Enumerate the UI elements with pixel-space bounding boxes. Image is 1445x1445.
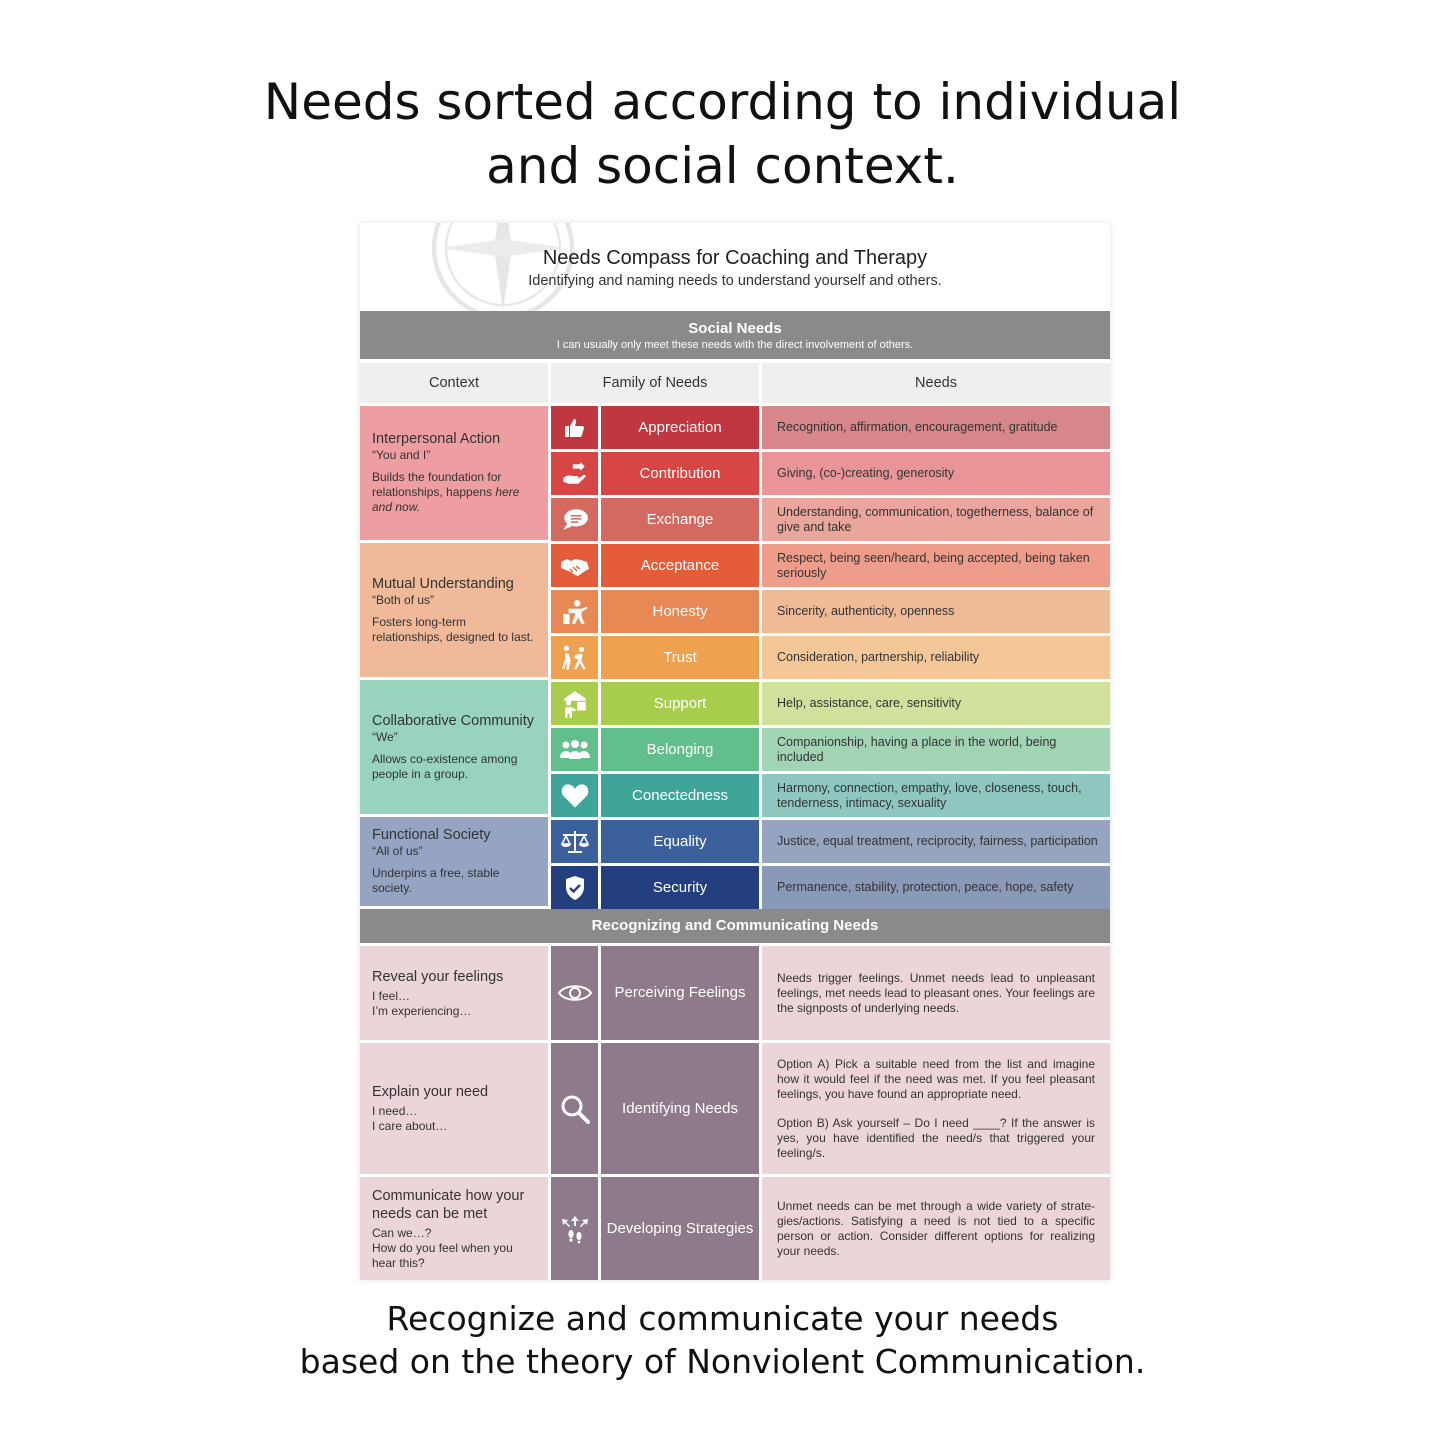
needs-contribution: Giving, (co-)creating, generosity [762, 452, 1110, 495]
developing-strategies-text: Unmet needs can be met through a wide variety of strate-gies/actions. Satisfying a need is not tied to a specific person or action. Consider different options for realizing your needs. [762, 1177, 1110, 1280]
trust-fall-icon [551, 636, 598, 679]
needs-belonging: Companionship, having a place in the world, being included [762, 728, 1110, 771]
context-title: Interpersonal Action [372, 431, 501, 447]
reveal-feelings-context [360, 946, 548, 1040]
family-perceiving-feelings: Perceiving Feelings [601, 946, 759, 1040]
scales-icon [551, 820, 598, 863]
social-needs-subtitle: I can usually only meet these needs with the direct involvement of others. [556, 339, 914, 351]
family-belonging: Belonging [601, 728, 759, 771]
needs-honesty: Sincerity, authenticity, openness [762, 590, 1110, 633]
context-mutual-understanding [360, 543, 548, 677]
needs-appreciation: Recognition, affirmation, encouragement, gratitude [762, 406, 1110, 449]
explain-need-context [360, 1043, 548, 1174]
family-conectedness: Conectedness [601, 774, 759, 817]
footer-caption [0, 1297, 1445, 1383]
footsteps-arrows-icon [551, 1177, 598, 1280]
rec-context-prompts: Can we…? How do you feel when you hear this? [372, 1225, 513, 1270]
family-acceptance: Acceptance [601, 544, 759, 587]
helping-person-icon [551, 682, 598, 725]
context-description: Allows co-existence among people in a group. [372, 751, 518, 781]
headline-line-1: Needs sorted according to individual [263, 73, 1182, 131]
heart-icon [551, 774, 598, 817]
context-functional-society [360, 817, 548, 906]
footer-line-2: based on the theory of Nonviolent Communication. [299, 1342, 1146, 1381]
needs-conectedness: Harmony, connection, empathy, love, closeness, touch, tenderness, intimacy, sexuality [762, 774, 1110, 817]
header-context: Context [360, 363, 548, 403]
needs-support: Help, assistance, care, sensitivity [762, 682, 1110, 725]
family-equality: Equality [601, 820, 759, 863]
group-icon [551, 728, 598, 771]
perceiving-feelings-text: Needs trigger feelings. Unmet needs lead to unpleasant feelings, met needs lead to pleasant ones. Your feelings are the signposts of underlying needs. [762, 946, 1110, 1040]
pointing-person-icon [551, 590, 598, 633]
recognizing-band: Recognizing and Communicating Needs [360, 909, 1110, 943]
family-support: Support [601, 682, 759, 725]
family-contribution: Contribution [601, 452, 759, 495]
needs-exchange: Understanding, communication, togetherness, balance of give and take [762, 498, 1110, 541]
speech-bubble-icon [551, 498, 598, 541]
family-exchange: Exchange [601, 498, 759, 541]
rec-context-title: Communicate how your needs can be met [372, 1187, 525, 1222]
context-quote: “We” [372, 729, 398, 744]
social-needs-band [360, 311, 1110, 359]
family-honesty: Honesty [601, 590, 759, 633]
family-appreciation: Appreciation [601, 406, 759, 449]
needs-security: Permanence, stability, protection, peace, hope, safety [762, 866, 1110, 909]
thumbs-up-icon [551, 406, 598, 449]
magnifier-icon [551, 1043, 598, 1174]
context-quote: “All of us” [372, 844, 423, 858]
headline-line-2: and social context. [486, 137, 959, 195]
shield-icon [551, 866, 598, 909]
header-family: Family of Needs [551, 363, 759, 403]
family-trust: Trust [601, 636, 759, 679]
footer-line-1: Recognize and communicate your needs [386, 1299, 1059, 1338]
context-collaborative-community [360, 680, 548, 814]
family-security: Security [601, 866, 759, 909]
context-title: Collaborative Community [372, 712, 534, 729]
context-interpersonal-action [360, 406, 548, 540]
context-description: Fosters long-term relationships, designed to last. [372, 614, 534, 644]
context-quote: “Both of us” [372, 592, 435, 607]
giving-hand-icon [551, 452, 598, 495]
family-developing-strategies: Developing Strategies [601, 1177, 759, 1280]
context-title: Mutual Understanding [372, 575, 514, 592]
needs-compass-poster [360, 223, 1110, 1280]
needs-equality: Justice, equal treatment, reciprocity, fairness, participation [762, 820, 1110, 863]
needs-trust: Consideration, partnership, reliability [762, 636, 1110, 679]
family-identifying-needs: Identifying Needs [601, 1043, 759, 1174]
poster-subtitle: Identifying and naming needs to understand yourself and others. [528, 273, 942, 289]
rec-context-prompts: I feel… I’m experiencing… [372, 988, 472, 1018]
communicate-needs-context [360, 1177, 548, 1280]
poster-title: Needs Compass for Coaching and Therapy [542, 247, 928, 269]
context-title: Functional Society [372, 827, 491, 843]
context-quote: “You and I” [372, 448, 431, 462]
context-description: Underpins a free, stable society. [372, 866, 500, 895]
eye-icon [551, 946, 598, 1040]
headline [0, 70, 1445, 198]
identifying-needs-text: Option A) Pick a suitable need from the list and imagine how it would feel if the need was met. If you feel pleasant feelings, you have found an appropriate need. Option B) Ask yourself – Do I need ____? If the answer is yes, you have identified the need/s that triggered your feeling/s. [762, 1043, 1110, 1174]
handshake-icon [551, 544, 598, 587]
social-needs-title: Social Needs [688, 320, 782, 337]
header-needs: Needs [762, 363, 1110, 403]
context-description: Builds the foundation for relationships, happens here and now. [372, 470, 520, 514]
rec-context-prompts: I need… I care about… [372, 1104, 448, 1133]
needs-acceptance: Respect, being seen/heard, being accepted, being taken seriously [762, 544, 1110, 587]
rec-context-title: Explain your need [372, 1084, 489, 1100]
rec-context-title: Reveal your feelings [372, 968, 504, 985]
